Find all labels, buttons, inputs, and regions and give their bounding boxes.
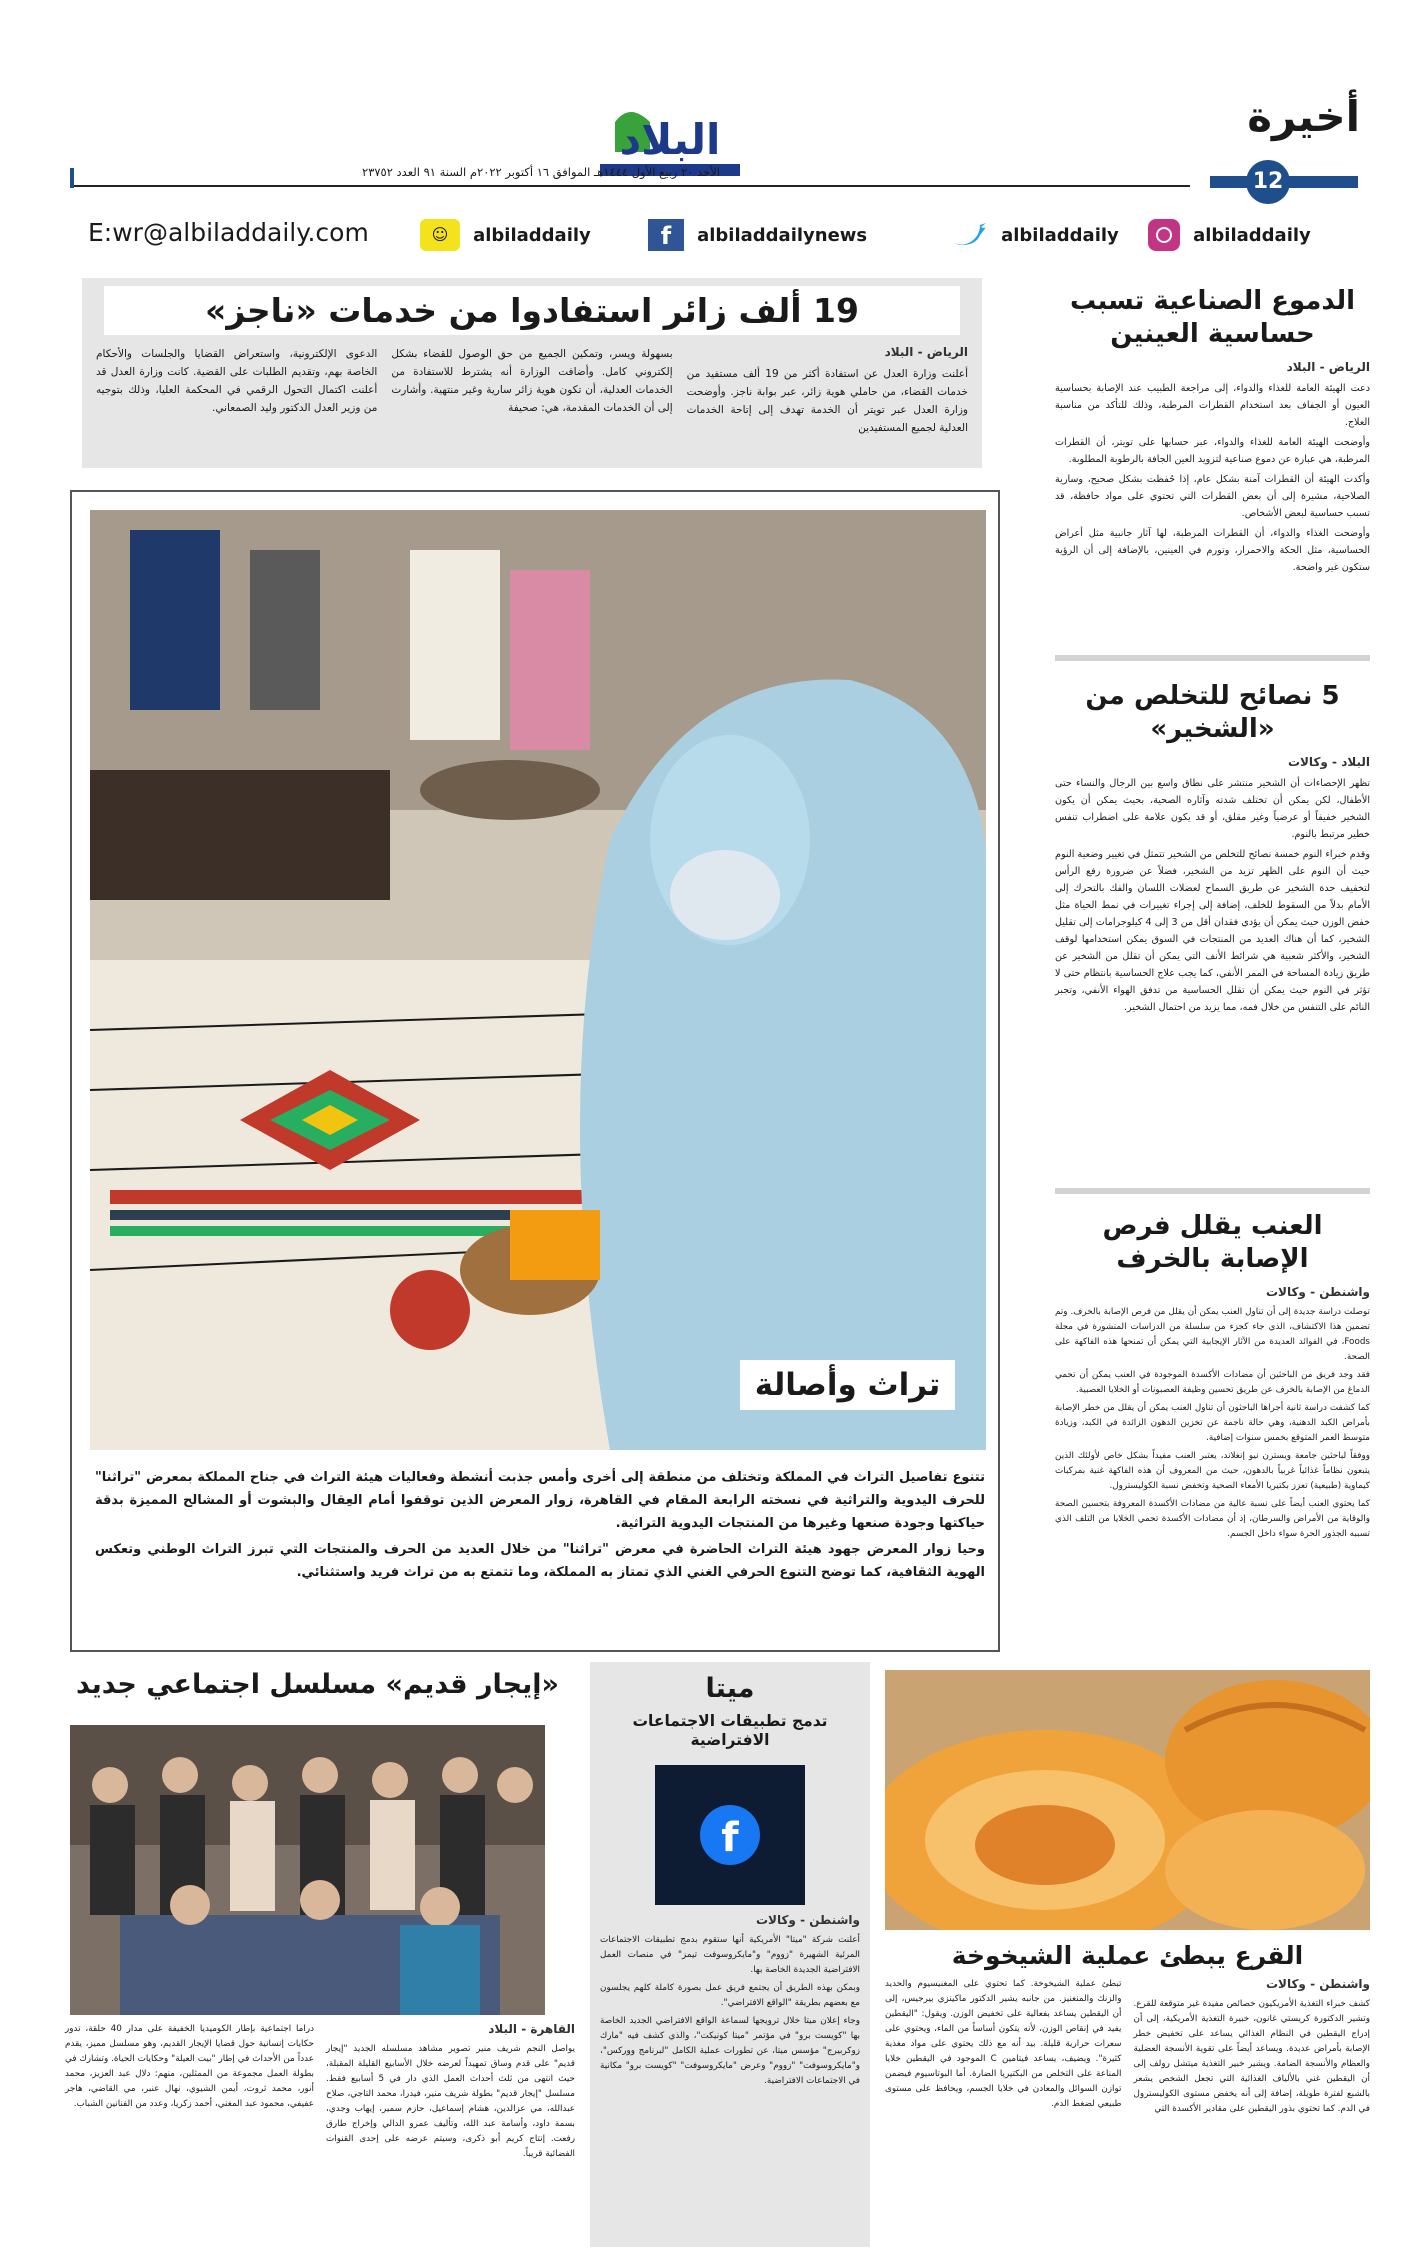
ijar-col-2: دراما اجتماعية بإطار الكوميديا الخفيفة على مدار 40 حلقة، تدور حكايات إنسانية حول قضايا الإيجار القديم، وهو مسلسل مميز، يقدم عدداً من الأحداث في إطار "بيت العيلة" وحكايات الحياة. وتشارك في بطولة العمل مجموعة من الممثلين، منهم: دلال عبد العزيز، محمد أنور، محمد ثروت، أيمن الشيوي، نهال عنبر، مي القاضي، هاجر عفيفي، محمود عبد المغني، أحمد زكريا، وعدد من الفنانين الشباب. — [65, 2024, 314, 2109]
social-handle: albiladdaily — [1193, 224, 1311, 246]
snoring-article — [1055, 680, 1370, 1190]
grapes-headline: العنب يقلل فرص الإصابة بالخرف — [1102, 1211, 1323, 1274]
pumpkin-col-1: كشف خبراء التغذية الأمريكيون خصائص مفيدة غير متوقعة للقرع. وتشير الدكتورة كريستي غانون، خبيرة التغذية الأمريكية، إلى أن إدراج اليقطين في النظام الغذائي يساعد على تخفيض خطر الإصابة بأمراض عديدة. ويساعد أيضاً على تقوية الأنسجة العضلية والعظام والأنسجة الضامة. ويشير خبير التغذية ميتشل رولف إلى أن اليقطين غني بالألياف الغذائية التي تجعل الشخص يشعر بالشبع لفترة طويلة، إضافة إلى أنه يخفض مستوى الكوليسترول في الدم. كما تحتوي بذور اليقطين على مقادير الأكسدة التي — [1133, 1999, 1370, 2115]
najez-article — [82, 278, 982, 468]
meta-paragraph: وبمكن بهذه الطريق أن يجتمع فريق عمل بصورة كاملة كلهم يجلسون مع بعضهم بطريقة "الواقع الافتراضي". — [600, 1982, 860, 2008]
issue-dateline: الأحد ٢٠ ربيع الأول ١٤٤٤هـ الموافق ١٦ أكتوبر ٢٠٢٢م السنة ٩١ العدد ٢٣٧٥٢ — [362, 165, 720, 179]
grapes-dateline: واشنطن - وكالات — [1265, 1285, 1370, 1299]
grapes-paragraph: فقد وجد فريق من الباحثين أن مضادات الأكسدة الموجودة في العنب يمكن أن تحمي الدماغ من الإصابة بالخرف عن طريق تحسين وظيفة العصبونات أو الخلايا العصبية. — [1055, 1370, 1370, 1395]
twitter-icon — [950, 219, 990, 251]
grapes-paragraph: توصلت دراسة جديدة إلى أن تناول العنب يمكن أن يقلل من فرص الإصابة بالخرف. وتم تضمين هذا الاكتشاف، الذي جاء كجزء من سلسلة من الدراسات المنشورة في مجلة Foods، في الفوائد العديدة من الآثار الإيجابية التي يمكن أن تمنحها هذه الفاكهة على الصحة. — [1055, 1307, 1370, 1362]
social-handle: albiladdaily — [473, 224, 591, 246]
ijar-article — [65, 2022, 575, 2247]
ijar-dateline: القاهرة - البلاد — [488, 2022, 575, 2036]
masthead-rule-marker — [70, 168, 74, 188]
social-snapchat[interactable] — [420, 219, 630, 251]
grapes-paragraph: كما كشفت دراسة ثانية أجراها الباحثون أن تناول العنب يمكن أن يقلل من خطر الإصابة بأمراض الكبد الدهنية، وهي حالة ناجمة عن تخزين الدهون الزائدة في الكبد، وزيادة متوسط العمر المتوقع بخمس سنوات إضافية. — [1055, 1403, 1370, 1443]
meta-headline: تدمج تطبيقات الاجتماعات الافتراضية — [632, 1711, 828, 1750]
social-handle: albiladdailynews — [697, 224, 868, 246]
grapes-article — [1055, 1210, 1370, 1660]
tears-paragraph: وأوضحت الغذاء والدواء، أن القطرات المرطبة، لها آثار جانبية مثل أعراض الحساسية، مثل الحكة والاحمرار، وتورم في العينين، بالإضافة إلى أن الرؤية ستكون غير واضحة. — [1055, 528, 1370, 573]
social-facebook[interactable] — [648, 219, 918, 251]
najez-col-1: أعلنت وزارة العدل عن استفادة أكثر من 19 ألف مستفيد من خدمات القضاء، من حاملي هوية زائر، عبر بوابة ناجز. وأوضحت وزارة العدل عبر تويتر أن الخدمة تهدف إلى إتاحة الخدمات العدلية لجميع المستفيدين — [686, 368, 968, 435]
social-instagram[interactable] — [1148, 219, 1363, 251]
logo-text: البلاد — [619, 115, 721, 164]
section-title: أخيرة — [1247, 92, 1360, 141]
heritage-photo — [90, 510, 986, 1450]
grapes-paragraph: كما يحتوي العنب أيضاً على نسبة عالية من مضادات الأكسدة المعروفة بتحسين الصحة والوقاية من الأمراض والسرطان، إذ أن مضادات الأكسدة تحمي الخلايا من التلف الذي تسببه الجذور الحرة سواء داخل الجسم. — [1055, 1499, 1370, 1539]
najez-col-2: بسهولة ويسر، وتمكين الجميع من حق الوصول للقضاء بشكل إلكتروني كامل. وأضافت الوزارة أنه يشترط للاستفادة من الخدمات العدلية، أن تكون هوية زائر سارية وغير منتهية. وأشارت إلى أن الخدمات المقدمة، هي: صحيفة — [391, 348, 673, 415]
meta-kicker: ميتا — [705, 1673, 755, 1704]
najez-dateline: الرياض - البلاد — [884, 345, 968, 360]
meta-dateline: واشنطن - وكالات — [755, 1912, 860, 1927]
facebook-logo-icon: f — [700, 1805, 760, 1865]
column-divider — [1055, 655, 1370, 661]
masthead-rule — [70, 185, 1190, 187]
ijar-photo — [70, 1725, 545, 2015]
snoring-paragraph: تظهر الإحصاءات أن الشخير منتشر على نطاق واسع بين الرجال والنساء حتى الأطفال، لكن يمكن أن تختلف شدته وآثاره الصحية، بحيث يمكن أن يكون الشخير خفيفاً أو عرضياً وغير مقلق، أو قد يكون علامة على اضطراب تنفس خطير مرتبط بالنوم. — [1055, 778, 1370, 840]
tears-paragraph: وأكدت الهيئة أن القطرات آمنة بشكل عام، إذا حُفظت بشكل صحيح، وسارية الصلاحية، مشيرة إلى أن بعض القطرات التي تحتوي على مواد حافظة، قد تسبب حساسية لبعض الأشخاص. — [1055, 474, 1370, 519]
meta-article — [590, 1662, 870, 2247]
grapes-paragraph: ووفقاً لباحثين جامعة ويسترن نيو إنغلاند، يعتبر العنب مفيداً بشكل خاص لأولئك الذين يتبعون نظاماً غذائياً غربياً بالدهون، حيث من المعروف أن هذه الفاكهة غنية بمركبات كيماوية (طبيعية) تعزز بكتيريا الأمعاء الصحية وتخفض نسبة الكوليسترول. — [1055, 1451, 1370, 1491]
snoring-dateline: البلاد - وكالات — [1287, 755, 1370, 769]
facebook-icon: f — [648, 219, 684, 251]
meta-paragraph: أعلنت شركة "ميتا" الأمريكية أنها ستقوم بدمج تطبيقات الاجتماعات المرئية الشهيرة "زووم" و"مايكروسوفت تيمز" في منصات العمل الافتراضية الجديدة الخاصة بها. — [600, 1934, 860, 1975]
pumpkin-col-2: تبطئ عملية الشيخوخة. كما تحتوي على المغنيسيوم والحديد والزنك والمنغنيز. من جانبه يشير الدكتور ماكينزي بيرجيس، إلى أن اليقطين يساعد بفعالية على تخفيض الوزن. ويقول: "اليقطين يفيد في إنقاص الوزن، لأنه يتكون أساساً من الماء، ويحتوي على سعرات حرارية قليلة. بيد أنه مع ذلك يحتوي على مواد مغذية كثيرة". ويضيف، يساعد فيتامين C الموجود في اليقطين خلايا المناعة على التخلص من البكتيريا الضارة. أما البوتاسيوم فيضمن توازن السوائل والمعادن في خلايا الجسم، ويحافظ على مستوى طبيعي لضغط الدم. — [885, 1979, 1122, 2110]
tears-paragraph: وأوضحت الهيئة العامة للغذاء والدواء، عبر حسابها على تويتر، أن القطرات المرطبة، هي عبارة عن دموع صناعية لتزويد العين الجافة بالرطوبة المطلوبة. — [1055, 437, 1370, 465]
pumpkin-dateline: واشنطن - وكالات — [1265, 1977, 1370, 1992]
tears-headline: الدموع الصناعية تسبب حساسية العينين — [1069, 286, 1356, 349]
pumpkin-article — [885, 1940, 1370, 2245]
tears-dateline: الرياض - البلاد — [1286, 360, 1370, 374]
social-handle: albiladdaily — [1001, 224, 1119, 246]
ijar-col-1: يواصل النجم شريف منير تصوير مشاهد مسلسله الجديد "إيجار قديم" على قدم وساق تمهيداً لعرضه خلال الأسابيع القليلة المقبلة، حيث انتهى من ثلث أحداث العمل الذي دار في 5 أسابيع فقط. مسلسل "إيجار قديم" بطولة شريف منير، فيدرا، محمد التاجي، صلاح عبدالله، مي عزالدين، هشام إسماعيل، حازم سمير، إيهاب وجدي، بسمة داود، وأسامة عبد الله، وتأليف عمرو الدالي وإخراج طارق رفعت. إنتاج كريم أبو ذكرى، وسيتم عرضه على إحدى القنوات الفضائية قريباً. — [326, 2044, 575, 2159]
tears-paragraph: دعت الهيئة العامة للغذاء والدواء، إلى مراجعة الطبيب عند الإصابة بحساسية العيون أو الجفاف بعد استخدام القطرات المرطبة، وذلك للتأكد من مناسبة العلاج. — [1055, 383, 1370, 428]
email-address[interactable]: E:wr@albiladdaily.com — [88, 218, 369, 247]
pumpkin-headline: القرع يبطئ عملية الشيخوخة — [951, 1941, 1304, 1970]
snapchat-icon: ☺ — [420, 219, 460, 251]
meta-paragraph: وجاء إعلان ميتا خلال ترويجها لسماعة الواقع الافتراضي الجديد الخاصة بها "كويست برو" في مؤتمر "ميتا كونيكت"، والذي كشف فيه "مارك زوكربيرج" مؤسس ميتا، عن تطورات عملية الكامل "لبرنامج ووركس"، و"مايكروسوفت" "زووم" وعرض "مايكروسوفت" "كويست برو" مكانية في الاجتماعات الافتراضية. — [600, 2015, 860, 2086]
ijar-headline: «إيجار قديم» مسلسل اجتماعي جديد — [76, 1669, 559, 1700]
social-twitter[interactable] — [950, 219, 1135, 251]
snoring-paragraph: وقدم خبراء النوم خمسة نصائح للتخلص من الشخير تتمثل في تغيير وضعية النوم حيث أن النوم على الظهر تزيد من الشخير، فضلاً عن ضرورة رفع الرأس لتخفيف حدة الشخير عن طريق السماح لعضلات اللسان والفك بالتحرك إلى الأمام بدلاً من السقوط للخلف، إضافة إلى إجراء تغييرات في نمط الحياة مثل خفض الوزن حيث يمكن أن يؤدي فقدان أقل من 3 إلى 4 كيلوجرامات إلى تقليل الشخير، كما أن هناك العديد من المنتجات في السوق يمكن استخدامها لوقف الشخير، والأكثر شعبية هي شرائط الأنف التي يمكن أن تقلل من الشخير عن طريق زيادة المساحة في الممر الأنفي، كما يجب علاج الحساسية بانتظام حتى لا تؤثر في النوم حيث يمكن أن تقلل الحساسية من تدفق الهواء الأنفي، وتجبر النائم على التنفس من خلال فمه، مما يزيد من احتمال الشخير. — [1055, 849, 1370, 1013]
meta-photo — [655, 1765, 805, 1905]
tears-article — [1055, 285, 1370, 655]
pumpkin-photo — [885, 1670, 1370, 1930]
snoring-headline: 5 نصائح للتخلص من «الشخير» — [1085, 681, 1340, 744]
page-number-badge: 12 — [1246, 160, 1290, 204]
heritage-paragraph-2: وحيا زوار المعرض جهود هيئة التراث الحاضرة في معرض "تراثنا" من خلال العديد من الحرف والمنتجات التي تبرز التراث الوطني وتعكس الهوية الثقافية، كما توضح التنوع الحرفي الغني الذي تمتاز به المملكة، وما تتمتع به من تراث فريد واستثنائي. — [95, 1542, 985, 1580]
heritage-caption: تراث وأصالة — [740, 1360, 955, 1410]
najez-col-3: الدعوى الإلكترونية، واستعراض القضايا والجلسات والأحكام الخاصة بهم، وتقديم الطلبات على القضية. كانت وزارة العدل قد أعلنت اكتمال التحول الرقمي في المحكمة العليا، وذلك بتوجيه من وزير العدل الدكتور وليد الصمعاني. — [96, 348, 378, 415]
heritage-paragraph-1: تتنوع تفاصيل التراث في المملكة وتختلف من منطقة إلى أخرى وأمس جذبت أنشطة وفعاليات هيئة التراث في جناح المملكة بمعرض "تراثنا" للحرف اليدوية والتراثية في نسخته الرابعة المقام في القاهرة، زوار المعرض الذين توقفوا أمام العِقال والبشوت أو المشالح المميزة بدقة حياكتها وجودة صنعها وغيرها من المنتجات اليدوية التراثية. — [95, 1470, 985, 1531]
najez-headline: 19 ألف زائر استفادوا من خدمات «ناجز» — [104, 286, 960, 335]
instagram-icon — [1148, 219, 1180, 251]
heritage-text — [95, 1466, 985, 1646]
column-divider — [1055, 1188, 1370, 1194]
